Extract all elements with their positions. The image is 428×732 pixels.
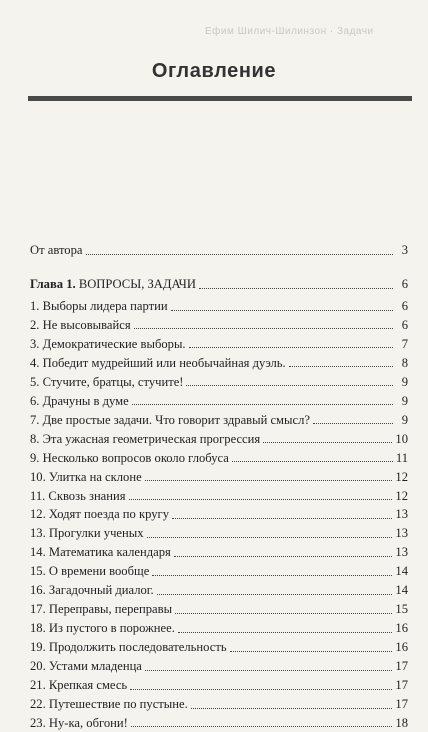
dot-leader	[199, 288, 393, 289]
toc-entry[interactable]	[30, 468, 408, 486]
toc-entry-page: 18	[395, 715, 408, 730]
toc-entry-page: 9	[401, 374, 408, 389]
toc-chapter-1[interactable]	[30, 275, 408, 293]
title-divider	[28, 96, 412, 101]
toc-entry-label: 20. Устами младенца	[30, 659, 142, 673]
toc-entry-page: 12	[395, 488, 408, 503]
toc-entry-label: 14. Математика календаря	[30, 545, 171, 560]
toc-entry-label: 21. Крепкая смесь	[30, 678, 128, 692]
toc-entry[interactable]	[30, 297, 408, 315]
toc-entry[interactable]	[30, 524, 408, 542]
dot-leader	[232, 461, 393, 462]
toc-intro-page: 3	[401, 243, 408, 257]
toc-entry-label: 22. Путешествие по пустыне.	[30, 697, 188, 711]
toc-entry[interactable]	[30, 562, 408, 580]
toc-entry-page: 14	[395, 583, 408, 598]
toc-entry-label: 7. Две простые задачи. Что говорит здравый смысл?	[30, 412, 310, 427]
toc-entry-label: 9. Несколько вопросов около глобуса	[30, 450, 229, 465]
dot-leader	[145, 670, 393, 671]
toc-entry[interactable]	[30, 676, 408, 694]
toc-entry[interactable]	[30, 487, 408, 505]
toc-entry-page: 17	[395, 678, 408, 692]
toc-entry-label: 5. Стучите, братцы, стучите!	[30, 374, 184, 389]
dot-leader	[130, 689, 392, 690]
toc-entry-label: 19. Продолжить последовательность	[30, 640, 227, 655]
toc-entry[interactable]	[30, 619, 408, 637]
toc-entry[interactable]	[30, 505, 408, 523]
toc-entry[interactable]	[30, 638, 408, 656]
toc-entry-label: 13. Прогулки ученых	[30, 526, 144, 541]
toc-entry[interactable]	[30, 581, 408, 599]
toc-entry-page: 17	[395, 697, 408, 711]
toc-entry-label: 10. Улитка на склоне	[30, 469, 142, 484]
page-title: Оглавление	[151, 60, 277, 82]
toc-entry-page: 6	[401, 299, 408, 313]
toc-entry[interactable]	[30, 316, 408, 334]
toc-entry-page: 9	[401, 393, 408, 408]
toc-entry-label: 15. О времени вообще	[30, 564, 150, 579]
toc-intro-label: От автора	[30, 243, 83, 257]
dot-leader	[230, 651, 393, 652]
toc-entry-page: 9	[401, 412, 408, 427]
dot-leader	[186, 385, 393, 386]
toc-entry[interactable]	[30, 714, 408, 732]
toc-entry-page: 13	[395, 526, 408, 541]
dot-leader	[86, 254, 394, 255]
chapter-prefix: Глава 1.	[30, 277, 76, 291]
toc-entry[interactable]	[30, 373, 408, 391]
dot-leader	[191, 708, 393, 709]
toc-entry-label: 17. Переправы, переправы	[30, 602, 173, 617]
toc-entry-label: 2. Не высовывайся	[30, 317, 131, 332]
toc-entry-page: 17	[395, 659, 408, 673]
toc-entry[interactable]	[30, 430, 408, 448]
dot-leader	[178, 632, 393, 633]
toc-entry-label: 1. Выборы лидера партии	[30, 299, 168, 313]
toc-entry[interactable]	[30, 449, 408, 467]
dot-leader	[189, 347, 393, 348]
toc-intro[interactable]	[30, 241, 408, 259]
toc-entry-label: 16. Загадочный диалог.	[30, 583, 154, 598]
toc-entry[interactable]	[30, 695, 408, 713]
toc-entry-page: 15	[395, 602, 408, 617]
toc-entry-page: 7	[401, 336, 408, 351]
toc-entry[interactable]	[30, 392, 408, 410]
bleed-through-running-head: Ефим Шилич-Шилинзон · Задачи	[205, 26, 374, 37]
dot-leader	[134, 328, 393, 329]
dot-leader	[157, 594, 393, 595]
dot-leader	[171, 310, 393, 311]
dot-leader	[172, 518, 392, 519]
toc-entry-page: 8	[401, 355, 408, 370]
toc-entry-label: 18. Из пустого в порожнее.	[30, 621, 175, 636]
toc-chapter-page: 6	[401, 277, 408, 291]
toc-entry-page: 13	[395, 507, 408, 522]
dot-leader	[175, 613, 392, 614]
toc-entry-page: 16	[395, 621, 408, 636]
toc-entry[interactable]	[30, 543, 408, 561]
dot-leader	[147, 537, 393, 538]
toc-entry-page: 13	[395, 545, 408, 560]
toc-entry[interactable]	[30, 335, 408, 353]
toc-entry-page: 12	[395, 469, 408, 484]
toc-entry-page: 10	[395, 431, 408, 446]
toc-entry-label: 3. Демократические выборы.	[30, 336, 186, 351]
toc-entry-label: 6. Драчуны в думе	[30, 393, 129, 408]
dot-leader	[129, 499, 393, 500]
toc-entry-label: 8. Эта ужасная геометрическая прогрессия	[30, 431, 261, 446]
dot-leader	[313, 423, 393, 424]
toc-entry-label: 12. Ходят поезда по кругу	[30, 507, 169, 522]
chapter-title: ВОПРОСЫ, ЗАДАЧИ	[78, 277, 196, 291]
toc-chapter-label	[30, 275, 196, 293]
dot-leader	[263, 442, 392, 443]
dot-leader	[289, 366, 393, 367]
toc-entry-page: 11	[395, 450, 408, 465]
dot-leader	[131, 726, 393, 727]
toc-entry-label: 23. Ну-ка, обгони!	[30, 715, 128, 730]
toc-entry[interactable]	[30, 354, 408, 372]
toc-entry[interactable]	[30, 657, 408, 675]
dot-leader	[132, 404, 393, 405]
toc-entry-page: 14	[395, 564, 408, 579]
dot-leader	[174, 556, 393, 557]
dot-leader	[152, 575, 392, 576]
toc-entry[interactable]	[30, 411, 408, 429]
toc-entry-page: 6	[401, 317, 408, 332]
toc-entry-page: 16	[395, 640, 408, 655]
toc-entry-label: 11. Сквозь знания	[30, 488, 126, 503]
dot-leader	[145, 480, 393, 481]
toc-entry-label: 4. Победит мудрейший или необычайная дуэль.	[30, 355, 286, 370]
toc-entry[interactable]	[30, 600, 408, 618]
